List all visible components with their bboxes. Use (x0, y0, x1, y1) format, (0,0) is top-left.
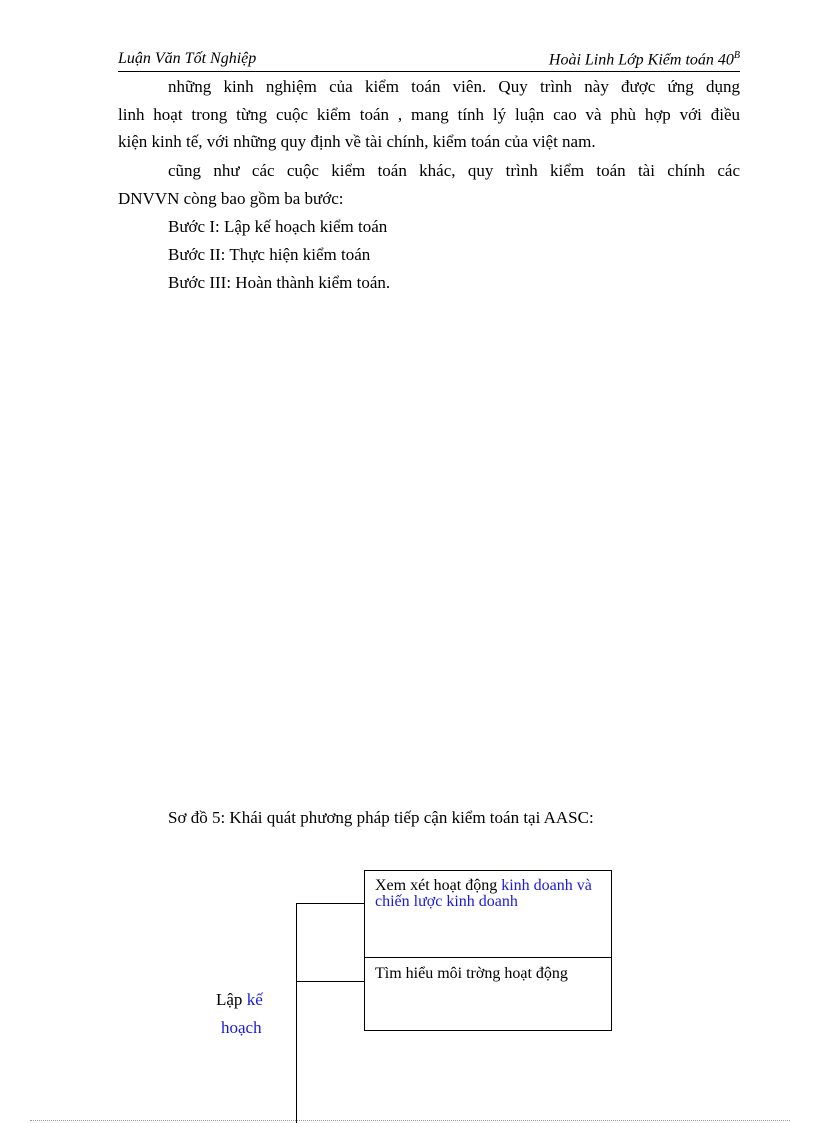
step-1: Bước I: Lập kế hoạch kiểm toán (168, 217, 388, 236)
paragraph-1-line-2: linh hoạt trong từng cuộc kiểm toán , mang tính lý luận cao và phù hợp với điều (118, 104, 740, 124)
header-rule (118, 71, 740, 72)
diagram-box-business-review (364, 870, 612, 958)
diagram-side-label-line-1 (216, 990, 263, 1010)
diagram-connector-box-1 (296, 903, 364, 904)
diagram-box-1-text-black: Xem xét hoạt động (375, 877, 502, 894)
diagram-vertical-connector (296, 903, 297, 1123)
paragraph-1 (118, 73, 740, 156)
paragraph-1-line-1: những kinh nghiệm của kiểm toán viên. Quy trình này được ứng dụng (168, 77, 740, 96)
paragraph-1-line-3: kiện kinh tế, với những quy định về tài chính, kiểm toán của việt nam. (118, 132, 596, 152)
diagram-connector-box-2 (296, 981, 364, 982)
header-left-title: Luận Văn Tốt Nghiệp (118, 50, 257, 67)
page-bottom-dotted-rule (30, 1120, 790, 1121)
header-right-text: Hoài Linh Lớp Kiểm toán 40 (548, 51, 734, 69)
step-2: Bước II: Thực hiện kiểm toán (168, 245, 371, 264)
step-3: Bước III: Hoàn thành kiểm toán. (168, 273, 391, 292)
header-right-superscript: B (733, 50, 740, 61)
diagram-caption: Sơ đồ 5: Khái quát phương pháp tiếp cận kiểm toán tại AASC: (168, 808, 594, 827)
diagram-box-2-text: Tìm hiểu môi trờng hoạt động (375, 965, 568, 982)
paragraph-2-line-1: cũng như các cuộc kiểm toán khác, quy trình kiểm toán tài chính các (168, 161, 740, 180)
diagram-side-label-line-2: hoạch (221, 1018, 262, 1037)
side-label-black: Lập (216, 990, 247, 1009)
paragraph-2 (118, 157, 740, 212)
paragraph-2-line-2: DNVVN còng bao gồm ba bước: (118, 188, 344, 208)
header-right-title (549, 50, 740, 69)
side-label-blue: kế (246, 990, 263, 1009)
diagram-box-environment (364, 957, 612, 1031)
diagram-box-1-text-blue: kinh doanh và chiến lược kinh doanh (375, 877, 592, 910)
